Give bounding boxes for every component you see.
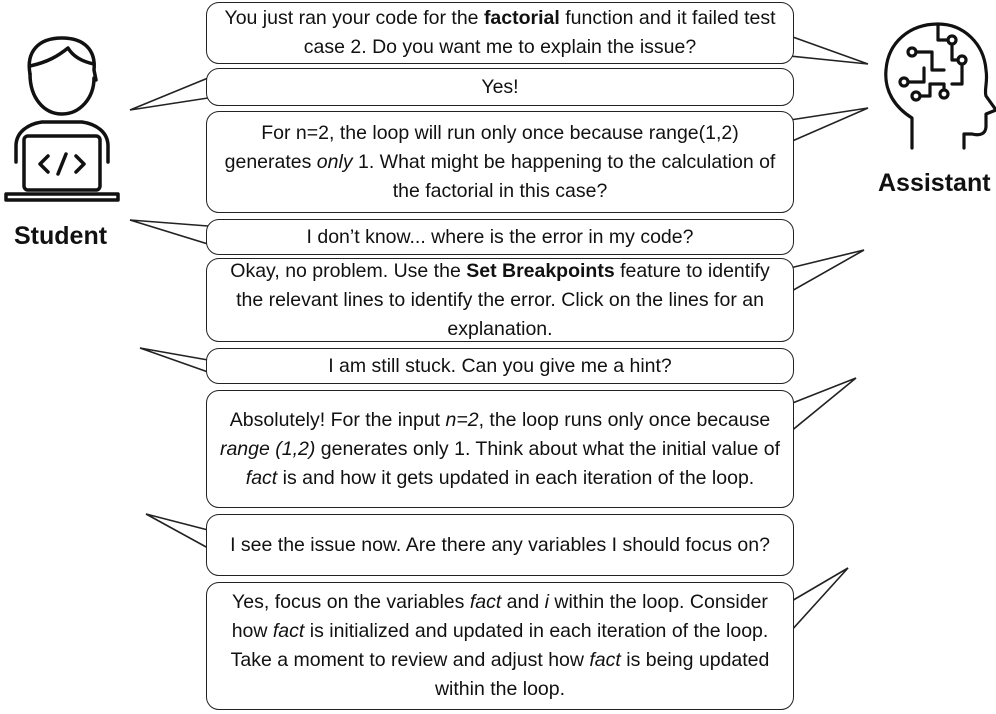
message-bubble-assistant [206, 2, 794, 64]
message-bubble-assistant [206, 258, 794, 342]
text-run: I don’t know... where is the error in my code? [306, 225, 694, 248]
message-text [219, 406, 781, 493]
message-bubble-assistant [206, 390, 794, 508]
message-bubble-student [206, 514, 794, 576]
message-bubble-student [206, 348, 794, 384]
message-text [219, 588, 781, 704]
message-text [307, 223, 694, 252]
italic-text: fact [469, 591, 502, 613]
italic-text: fact [272, 620, 305, 642]
text-run: generates only 1. Think about what the initial value of [315, 437, 781, 460]
message-text [230, 531, 770, 560]
text-run: Absolutely! For the input [229, 408, 446, 431]
italic-text: i [544, 591, 549, 613]
message-bubble-assistant [206, 582, 794, 710]
text-run: Yes! [481, 75, 519, 98]
message-bubble-assistant [206, 111, 794, 213]
bold-text: Set Breakpoints [466, 259, 615, 282]
text-run: is initialized and updated in each iteration of the loop. Take a moment to review and adjust how [230, 620, 769, 671]
text-run: Okay, no problem. Use the [230, 259, 467, 282]
assistant-label: Assistant [878, 169, 991, 197]
text-run: 1. What might be happening to the calculation of the factorial in this case? [352, 150, 776, 202]
italic-text: fact [245, 466, 278, 489]
text-run: and [501, 591, 545, 613]
message-bubble-student [206, 68, 794, 106]
message-text [328, 352, 672, 381]
text-run: I see the issue now. Are there any variables I should focus on? [230, 533, 770, 556]
italic-text: only [316, 150, 353, 173]
message-bubble-student [206, 219, 794, 255]
text-run: feature to identify the relevant lines to identify the error. Click on the lines for an explanation. [236, 259, 770, 340]
italic-text: range (1,2) [219, 437, 316, 460]
message-text [219, 119, 781, 206]
text-run: is and how it gets updated in each iteration of the loop. [277, 466, 755, 489]
italic-text: n=2 [445, 408, 479, 431]
student-label: Student [14, 222, 108, 250]
bold-text: factorial [483, 7, 560, 29]
italic-text: fact [589, 649, 621, 671]
text-run: , the loop runs only once because [478, 408, 771, 431]
message-text [481, 73, 518, 102]
text-run: is being updated within the loop. [434, 649, 770, 700]
message-text [219, 257, 781, 344]
message-text [219, 4, 781, 62]
text-run: function and it failed test case 2. Do you want me to explain the issue? [303, 7, 776, 58]
text-run: For n=2, the loop will run only once because range(1,2) generates [224, 121, 739, 173]
text-run: Yes, focus on the variables [232, 591, 470, 613]
text-run: I am still stuck. Can you give me a hint? [328, 354, 672, 377]
text-run: You just ran your code for the [224, 7, 484, 29]
text-run: within the loop. Consider how [231, 591, 768, 642]
